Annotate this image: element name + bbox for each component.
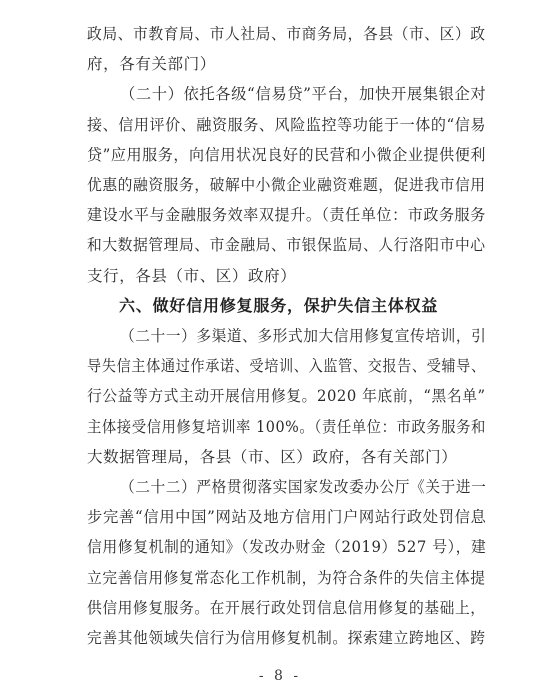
paragraph-22-line: 信用修复机制的通知》（发改办财金（2019）527 号），建 xyxy=(87,538,487,557)
paragraph-20-line: 接、信用评价、融资服务、风险监控等功能于一体的“信易 xyxy=(87,115,487,134)
paragraph-21-line: 大数据管理局，各县（市、区）政府，各有关部门） xyxy=(87,447,458,466)
body-text-line: 政局、市教育局、市人社局、市商务局，各县（市、区）政 xyxy=(87,25,486,43)
paragraph-21-line: 导失信主体通过作承诺、受培训、入监管、交报告、受辅导、 xyxy=(87,357,486,376)
section-heading: 六、做好信用修复服务，保护失信主体权益 xyxy=(119,295,439,315)
paragraph-22-line: 步完善“信用中国”网站及地方信用门户网站行政处罚信息 xyxy=(87,508,487,527)
paragraph-21-line: 主体接受信用修复培训率 100%。（责任单位：市政务服务和 xyxy=(87,417,486,436)
paragraph-20-line: 建设水平与金融服务效率双提升。（责任单位：市政务服务 xyxy=(87,206,486,225)
paragraph-20-line: （二十）依托各级“信易贷”平台，加快开展集银企对 xyxy=(120,85,487,104)
paragraph-20-line: 贷”应用服务，向信用状况良好的民营和小微企业提供便利 xyxy=(87,145,487,164)
paragraph-21-line: （二十一）多渠道、多形式加大信用修复宣传培训，引 xyxy=(120,327,487,345)
paragraph-22-line: 供信用修复服务。在开展行政处罚信息信用修复的基础上， xyxy=(87,598,486,617)
paragraph-20-line: 支行，各县（市、区）政府） xyxy=(87,266,297,285)
paragraph-20-line: 和大数据管理局、市金融局、市银保监局、人行洛阳市中心 xyxy=(87,236,486,255)
paragraph-20-line: 优惠的融资服务，破解中小微企业融资难题，促进我市信用 xyxy=(87,176,486,194)
paragraph-22-line: 完善其他领域失信行为信用修复机制。探索建立跨地区、跨 xyxy=(87,629,486,647)
page-number: - 8 - xyxy=(258,668,302,684)
paragraph-21-line: 行公益等方式主动开展信用修复。2020 年底前，“黑名单” xyxy=(87,387,486,406)
paragraph-22-line: 立完善信用修复常态化工作机制，为符合条件的失信主体提 xyxy=(87,568,486,587)
body-text-line: 府，各有关部门） xyxy=(87,55,216,74)
paragraph-22-line: （二十二）严格贯彻落实国家发改委办公厅《关于进一 xyxy=(120,478,487,496)
